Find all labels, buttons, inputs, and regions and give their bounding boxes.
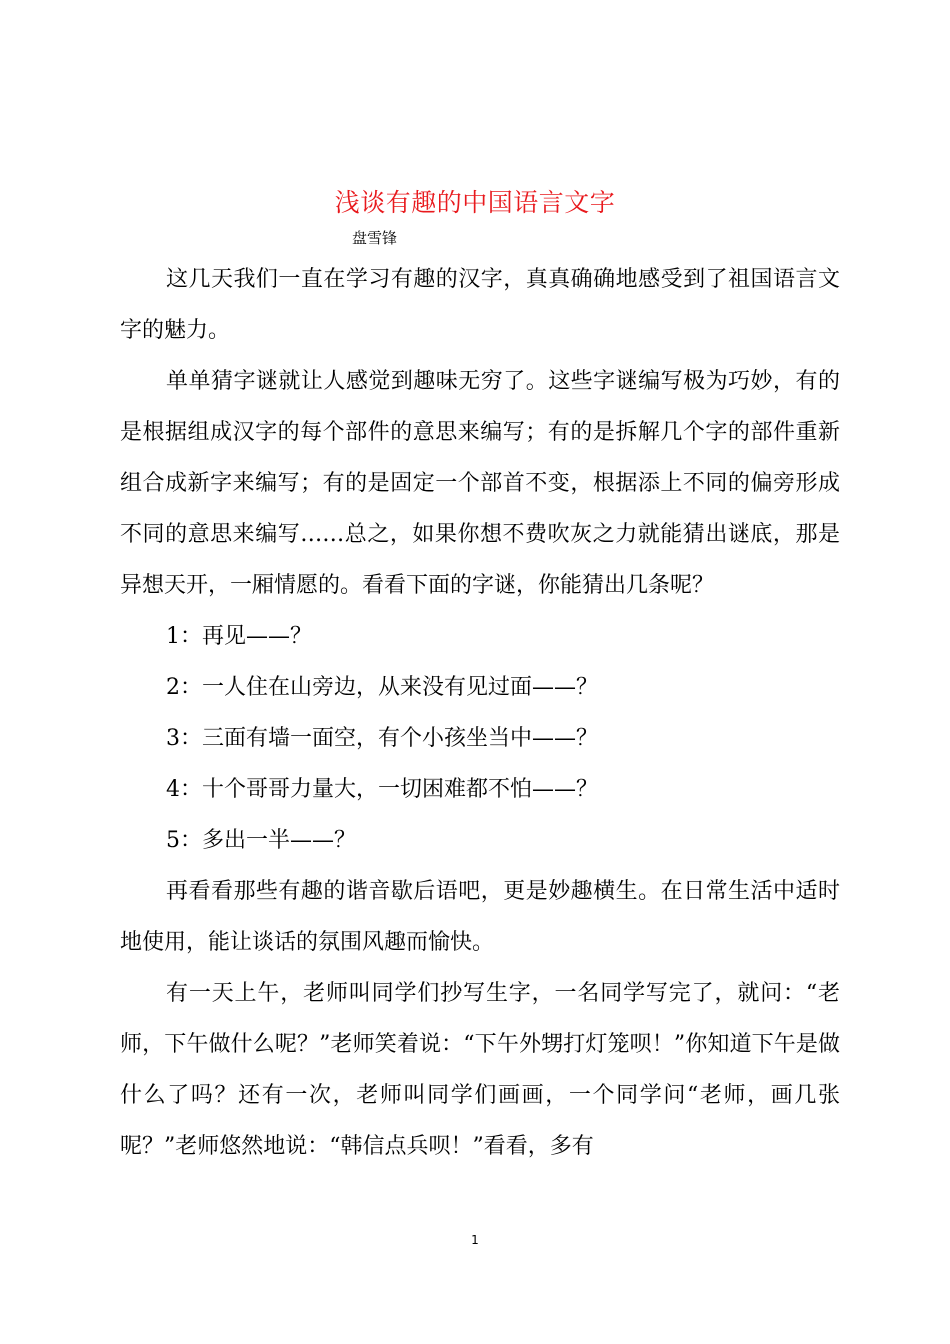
page-number: 1 (471, 1233, 479, 1247)
riddle-item: 5：多出一半——？ (166, 828, 356, 853)
paragraph: 有一天上午，老师叫同学们抄写生字，一名同学写完了，就问：“老师，下午做什么呢？”老师笑着说：“下午外甥打灯笼呗！”你知道下午是做什么了吗？还有一次，老师叫同学们画画，一个同学问“老师，画几张呢？”老师悠然地说：“韩信点兵呗！”看看，多有 (120, 981, 840, 1159)
riddle-item: 2：一人住在山旁边，从来没有见过面——？ (166, 675, 598, 700)
author-name: 盘雪锋 (352, 229, 398, 247)
paragraph: 这几天我们一直在学习有趣的汉字，真真确确地感受到了祖国语言文字的魅力。 (120, 267, 840, 343)
body-text (120, 254, 840, 1172)
riddle-item: 3：三面有墙一面空，有个小孩坐当中——？ (166, 726, 598, 751)
paragraph: 再看看那些有趣的谐音歇后语吧，更是妙趣横生。在日常生活中适时地使用，能让谈话的氛围风趣而愉快。 (120, 879, 840, 955)
riddle-item: 1：再见——？ (166, 624, 312, 649)
riddle-item: 4：十个哥哥力量大，一切困难都不怕——？ (166, 777, 598, 802)
paragraph: 单单猜字谜就让人感觉到趣味无穷了。这些字谜编写极为巧妙，有的是根据组成汉字的每个部件的意思来编写；有的是拆解几个字的部件重新组合成新字来编写；有的是固定一个部首不变，根据添上不同的偏旁形成不同的意思来编写……总之，如果你想不费吹灰之力就能猜出谜底，那是异想天开，一厢情愿的。看看下面的字谜，你能猜出几条呢？ (120, 369, 840, 598)
page-title: 浅谈有趣的中国语言文字 (334, 188, 616, 217)
